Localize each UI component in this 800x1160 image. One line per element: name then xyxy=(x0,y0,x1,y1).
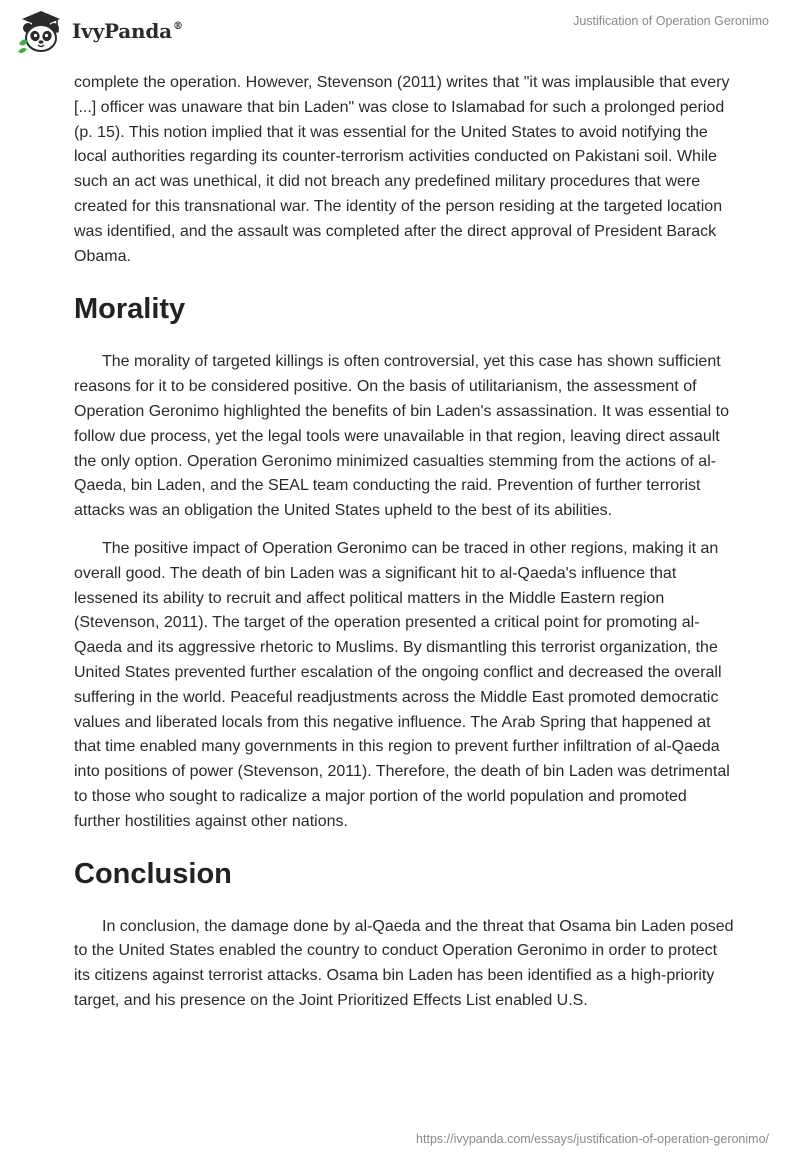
panda-mascot-icon xyxy=(14,8,66,54)
running-title: Justification of Operation Geronimo xyxy=(573,14,769,28)
morality-paragraph-2: The positive impact of Operation Geronimo can be traced in other regions, making it an overall good. The death of bin Laden was a significant hit to al-Qaeda's influence that lessened its ability to recruit and affect political matters in the Middle Eastern region (Stevenson, 2011). The target of the operation presented a critical point for promoting al-Qaeda and its aggressive rhetoric to Muslims. By dismantling this terrorist organization, the United States prevented further escalation of the ongoing conflict and decreased the overall suffering in the world. Peaceful readjustments across the Middle East promoted democratic values and liberated locals from this negative influence. The Arab Spring that happened at that time enabled many governments in this region to prevent further infiltration of al-Qaeda into positions of power (Stevenson, 2011). Therefore, the death of bin Laden was detrimental to those who sought to radicalize a major portion of the world population and promoted further hostilities against other nations. xyxy=(74,539,730,830)
footer-source-url[interactable]: https://ivypanda.com/essays/justification-of-operation-geronimo/ xyxy=(416,1132,769,1146)
ivypanda-logo[interactable] xyxy=(14,8,183,54)
brand-name: IvyPanda® xyxy=(72,19,183,43)
intro-paragraph: complete the operation. However, Stevenson (2011) writes that "it was implausible that every [...] officer was unaware that bin Laden" was close to Islamabad for such a prolonged period (p. 15). This notion implied that it was essential for the United States to avoid notifying the local authorities regarding its counter-terrorism activities conducted on Pakistani soil. While such an act was unethical, it did not breach any predefined military procedures that were created for this transnational war. The identity of the person residing at the targeted location was identified, and the assault was completed after the direct approval of President Barack Obama. xyxy=(74,74,730,265)
heading-conclusion: Conclusion xyxy=(74,857,232,890)
page-header xyxy=(0,0,800,62)
conclusion-paragraph-1: In conclusion, the damage done by al-Qaeda and the threat that Osama bin Laden posed to the United States enabled the country to conduct Operation Geronimo in order to protect its citizens against terrorist attacks. Osama bin Laden has been identified as a high-priority target, and his presence on the Joint Prioritized Effects List enabled U.S. xyxy=(74,917,734,1009)
heading-morality: Morality xyxy=(74,293,186,326)
morality-paragraph-1: The morality of targeted killings is often controversial, yet this case has shown sufficient reasons for it to be considered positive. On the basis of utilitarianism, the assessment of Operation Geronimo highlighted the benefits of bin Laden's assassination. It was essential to follow due process, yet the legal tools were unavailable in that region, leaving direct assault the only option. Operation Geronimo minimized casualties stemming from the actions of al-Qaeda, bin Laden, and the SEAL team conducting the raid. Prevention of further terrorist attacks was an obligation the United States upheld to the best of its abilities. xyxy=(74,353,730,520)
essay-body xyxy=(74,71,734,1014)
